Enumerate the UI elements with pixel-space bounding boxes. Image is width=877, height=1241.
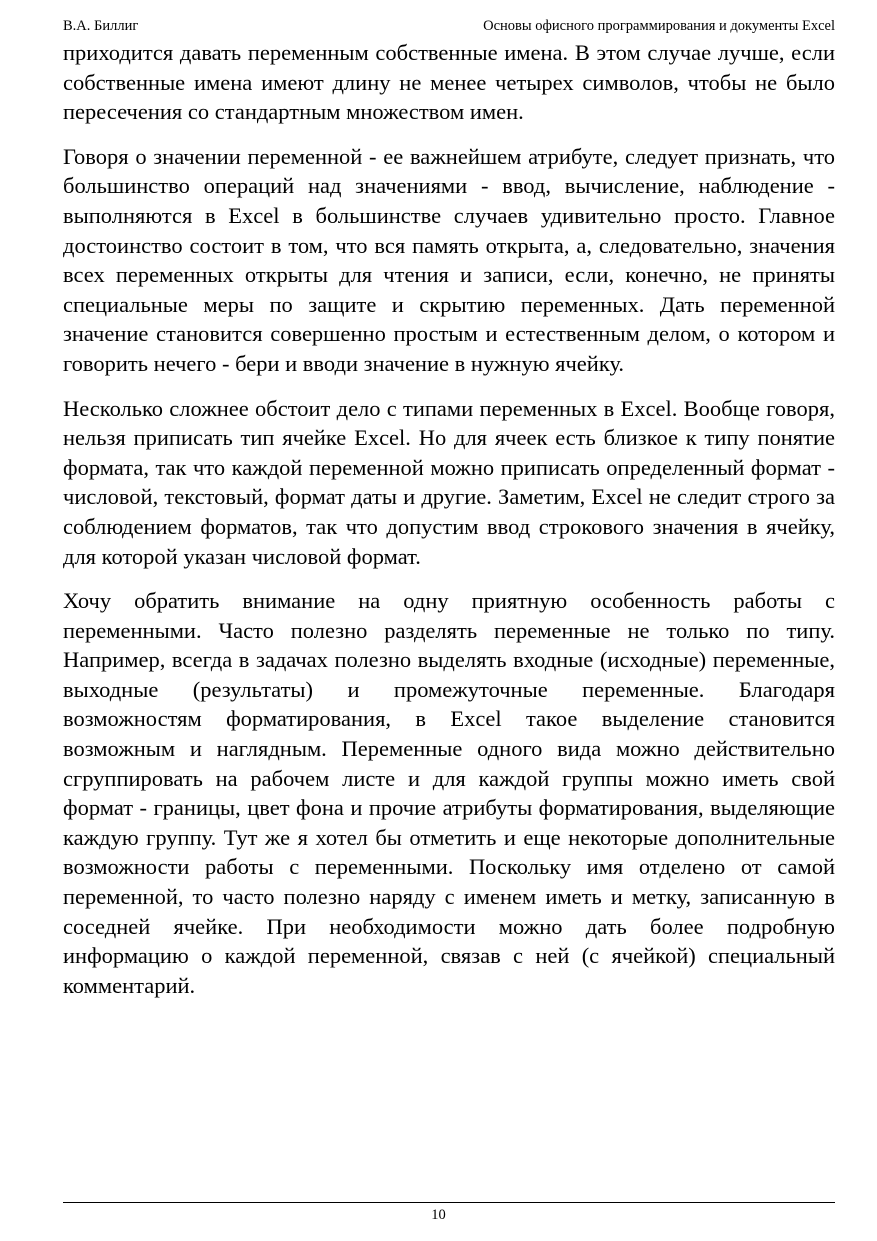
paragraph: Говоря о значении переменной - ее важнейшем атрибуте, следует признать, что большинство операций над значениями - ввод, вычисление, наблюдение - выполняются в Excel в большинстве случаев удивительно просто. Главное достоинство состоит в том, что вся память открыта, а, следовательно, значения всех переменных открыты для чтения и записи, если, конечно, не приняты специальные меры по защите и скрытию переменных. Дать переменной значение становится совершенно простым и естественным делом, о котором и говорить нечего - бери и вводи значение в нужную ячейку. bbox=[63, 143, 835, 376]
footer-divider bbox=[63, 1202, 835, 1203]
paragraph: Хочу обратить внимание на одну приятную особенность работы с переменными. Часто полезно разделять переменные не только по типу. Например, всегда в задачах полезно выделять входные (исходные) переменные, выходные (результаты) и промежуточные переменные. Благодаря возможностям форматирования, в Excel такое выделение становится возможным и наглядным. Переменные одного вида можно действительно сгруппировать на рабочем листе и для каждой группы можно иметь свой формат - границы, цвет фона и прочие атрибуты форматирования, выделяющие каждую группу. Тут же я хотел бы отметить и еще некоторые дополнительные возможности работы с переменными. Поскольку имя отделено от самой переменной, то часто полезно наряду с именем иметь и метку, записанную в соседней ячейке. При необходимости можно дать более подробную информацию о каждой переменной, связав с ней (с ячейкой) специальный комментарий. bbox=[63, 588, 835, 998]
page-body bbox=[63, 38, 835, 1015]
paragraph: приходится давать переменным собственные имена. В этом случае лучше, если собственные имена имеют длину не менее четырех символов, чтобы не было пересечения со стандартным множеством имен. bbox=[63, 40, 835, 125]
header-book-title: Основы офисного программирования и документы Excel bbox=[483, 18, 835, 34]
paragraph: Несколько сложнее обстоит дело с типами переменных в Excel. Вообще говоря, нельзя приписать тип ячейке Excel. Но для ячеек есть близкое к типу понятие формата, так что каждой переменной можно приписать определенный формат - числовой, текстовый, формат даты и другие. Заметим, Excel не следит строго за соблюдением форматов, так что допустим ввод строкового значения в ячейку, для которой указан числовой формат. bbox=[63, 395, 835, 569]
page-number: 10 bbox=[431, 1207, 446, 1223]
header-author: В.А. Биллиг bbox=[63, 18, 139, 34]
running-header bbox=[63, 16, 835, 36]
